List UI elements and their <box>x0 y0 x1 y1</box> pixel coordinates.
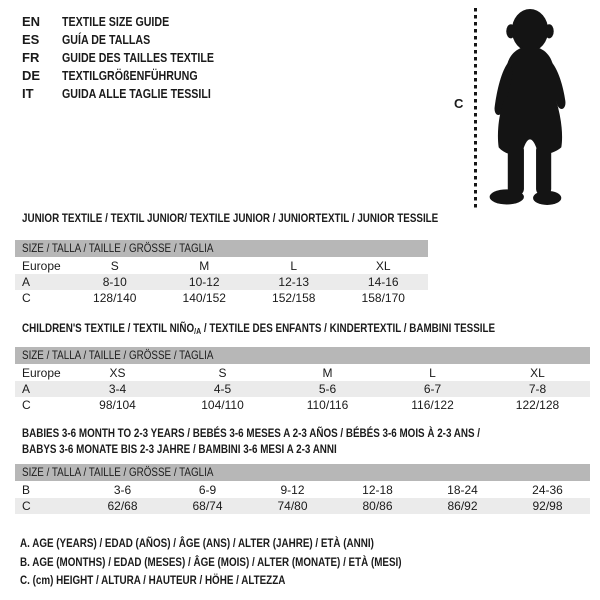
children-table-title <box>22 320 599 339</box>
height-measure-label: C <box>454 96 464 111</box>
table-row <box>15 482 590 498</box>
toddler-silhouette-icon <box>482 4 578 208</box>
row-label: Europe <box>22 366 61 380</box>
table-row <box>15 274 428 290</box>
size-cell: 116/122 <box>411 398 454 412</box>
size-header-label: SIZE / TALLA / TAILLE / GRÖSSE / TAGLIA <box>22 465 214 479</box>
size-cell: M <box>199 259 210 273</box>
size-cell: 158/170 <box>361 291 405 305</box>
size-cell: 5-6 <box>318 382 337 396</box>
language-code: EN <box>22 14 41 29</box>
language-legend <box>22 13 247 103</box>
row-label: C <box>22 398 31 412</box>
table-row <box>15 365 590 381</box>
size-cell: 152/158 <box>272 291 316 305</box>
size-cell: 12-18 <box>362 483 393 497</box>
language-code: IT <box>22 86 34 101</box>
size-cell: 10-12 <box>188 275 220 289</box>
children-title-subscript: /A <box>194 326 202 336</box>
table-row <box>15 397 590 413</box>
size-cell: S <box>110 259 119 273</box>
legend-row-de <box>22 67 247 85</box>
legend-row-fr <box>22 49 247 67</box>
size-cell: 8-10 <box>102 275 127 289</box>
language-label: GUIDA ALLE TAGLIE TESSILI <box>62 86 211 101</box>
height-figure <box>440 0 600 220</box>
row-label: Europe <box>22 259 61 273</box>
size-header-label: SIZE / TALLA / TAILLE / GRÖSSE / TAGLIA <box>22 348 214 362</box>
size-cell: 9-12 <box>280 483 305 497</box>
footnote-b-text: B. AGE (MONTHS) / EDAD (MESES) / ÂGE (MOIS) / ALTER (MONATE) / ETÀ (MESI) <box>20 554 402 569</box>
legend-row-it <box>22 85 247 103</box>
footnote-c-text: C. (cm) HEIGHT / ALTURA / HAUTEUR / HÖHE / ALTEZZA <box>20 573 286 587</box>
size-cell: L <box>429 366 436 380</box>
size-cell: 24-36 <box>532 483 563 497</box>
row-label: C <box>22 291 31 305</box>
legend-row-es <box>22 31 247 49</box>
height-measure-dotted-line <box>474 8 477 208</box>
size-cell: L <box>290 259 298 273</box>
size-header-label: SIZE / TALLA / TAILLE / GRÖSSE / TAGLIA <box>22 241 214 255</box>
language-code: FR <box>22 50 40 65</box>
row-label: A <box>22 382 31 396</box>
size-cell: 80/86 <box>362 499 393 513</box>
size-cell: 18-24 <box>447 483 478 497</box>
size-cell: 12-13 <box>278 275 310 289</box>
size-cell: 7-8 <box>528 382 547 396</box>
row-label: C <box>22 499 31 513</box>
footnote-b <box>20 553 485 572</box>
footnotes <box>20 534 485 590</box>
size-cell: S <box>218 366 227 380</box>
children-table-title-text <box>22 320 495 339</box>
language-label: GUIDE DES TAILLES TEXTILE <box>62 50 215 65</box>
size-cell: XL <box>375 259 391 273</box>
language-code: DE <box>22 68 41 83</box>
size-cell: 122/128 <box>515 398 560 412</box>
size-cell: 110/116 <box>306 398 349 412</box>
size-cell: XL <box>530 366 545 380</box>
language-label: GUÍA DE TALLAS <box>62 32 151 47</box>
footnote-c <box>20 571 485 590</box>
size-cell: 3-6 <box>113 483 132 497</box>
babies-title-line1: BABIES 3-6 MONTH TO 2-3 YEARS / BEBÉS 3-6 MESES A 2-3 AÑOS / BÉBÉS 3-6 MOIS À 2-3 ANS / <box>22 426 481 440</box>
size-cell: 98/104 <box>99 398 136 412</box>
size-cell: XS <box>109 366 126 380</box>
size-cell: 62/68 <box>107 499 138 513</box>
footnote-a-text: A. AGE (YEARS) / EDAD (AÑOS) / ÂGE (ANS) / ALTER (JAHRE) / ETÀ (ANNI) <box>20 536 374 550</box>
row-label: A <box>22 275 31 289</box>
size-cell: 4-5 <box>213 382 232 396</box>
babies-table-title <box>22 425 581 457</box>
size-header-bar <box>15 240 428 257</box>
babies-size-table <box>15 464 590 514</box>
size-cell: 6-9 <box>198 483 217 497</box>
size-header-bar <box>15 464 590 481</box>
children-size-table <box>15 347 590 413</box>
table-row <box>15 290 428 306</box>
size-cell: 14-16 <box>367 275 399 289</box>
size-cell: 92/98 <box>532 499 563 513</box>
children-title-post: / TEXTILE DES ENFANTS / KINDERTEXTIL / BAMBINI TESSILE <box>201 321 496 335</box>
table-row <box>15 381 590 397</box>
size-cell: M <box>322 366 333 380</box>
table-row <box>15 258 428 274</box>
size-cell: 68/74 <box>192 499 223 513</box>
size-cell: 74/80 <box>277 499 308 513</box>
junior-size-table <box>15 240 428 306</box>
junior-table-title <box>22 210 530 226</box>
size-cell: 3-4 <box>108 382 127 396</box>
size-cell: 104/110 <box>201 398 244 412</box>
table-row <box>15 498 590 514</box>
legend-row-en <box>22 13 247 31</box>
size-cell: 6-7 <box>423 382 442 396</box>
children-title-pre: CHILDREN'S TEXTILE / TEXTIL NIÑO <box>22 321 195 335</box>
footnote-a <box>20 534 485 553</box>
size-cell: 128/140 <box>93 291 137 305</box>
size-cell: 140/152 <box>182 291 226 305</box>
language-code: ES <box>22 32 40 47</box>
junior-table-title-text: JUNIOR TEXTILE / TEXTIL JUNIOR/ TEXTILE JUNIOR / JUNIORTEXTIL / JUNIOR TESSILE <box>22 211 439 225</box>
babies-title-line2: BABYS 3-6 MONATE BIS 2-3 JAHRE / BAMBINI 3-6 MESI A 2-3 ANNI <box>22 442 337 456</box>
size-cell: 86/92 <box>447 499 478 513</box>
row-label: B <box>22 483 31 497</box>
language-label: TEXTILGRÖßENFÜHRUNG <box>62 68 198 83</box>
language-label: TEXTILE SIZE GUIDE <box>62 14 170 29</box>
size-header-bar <box>15 347 590 364</box>
